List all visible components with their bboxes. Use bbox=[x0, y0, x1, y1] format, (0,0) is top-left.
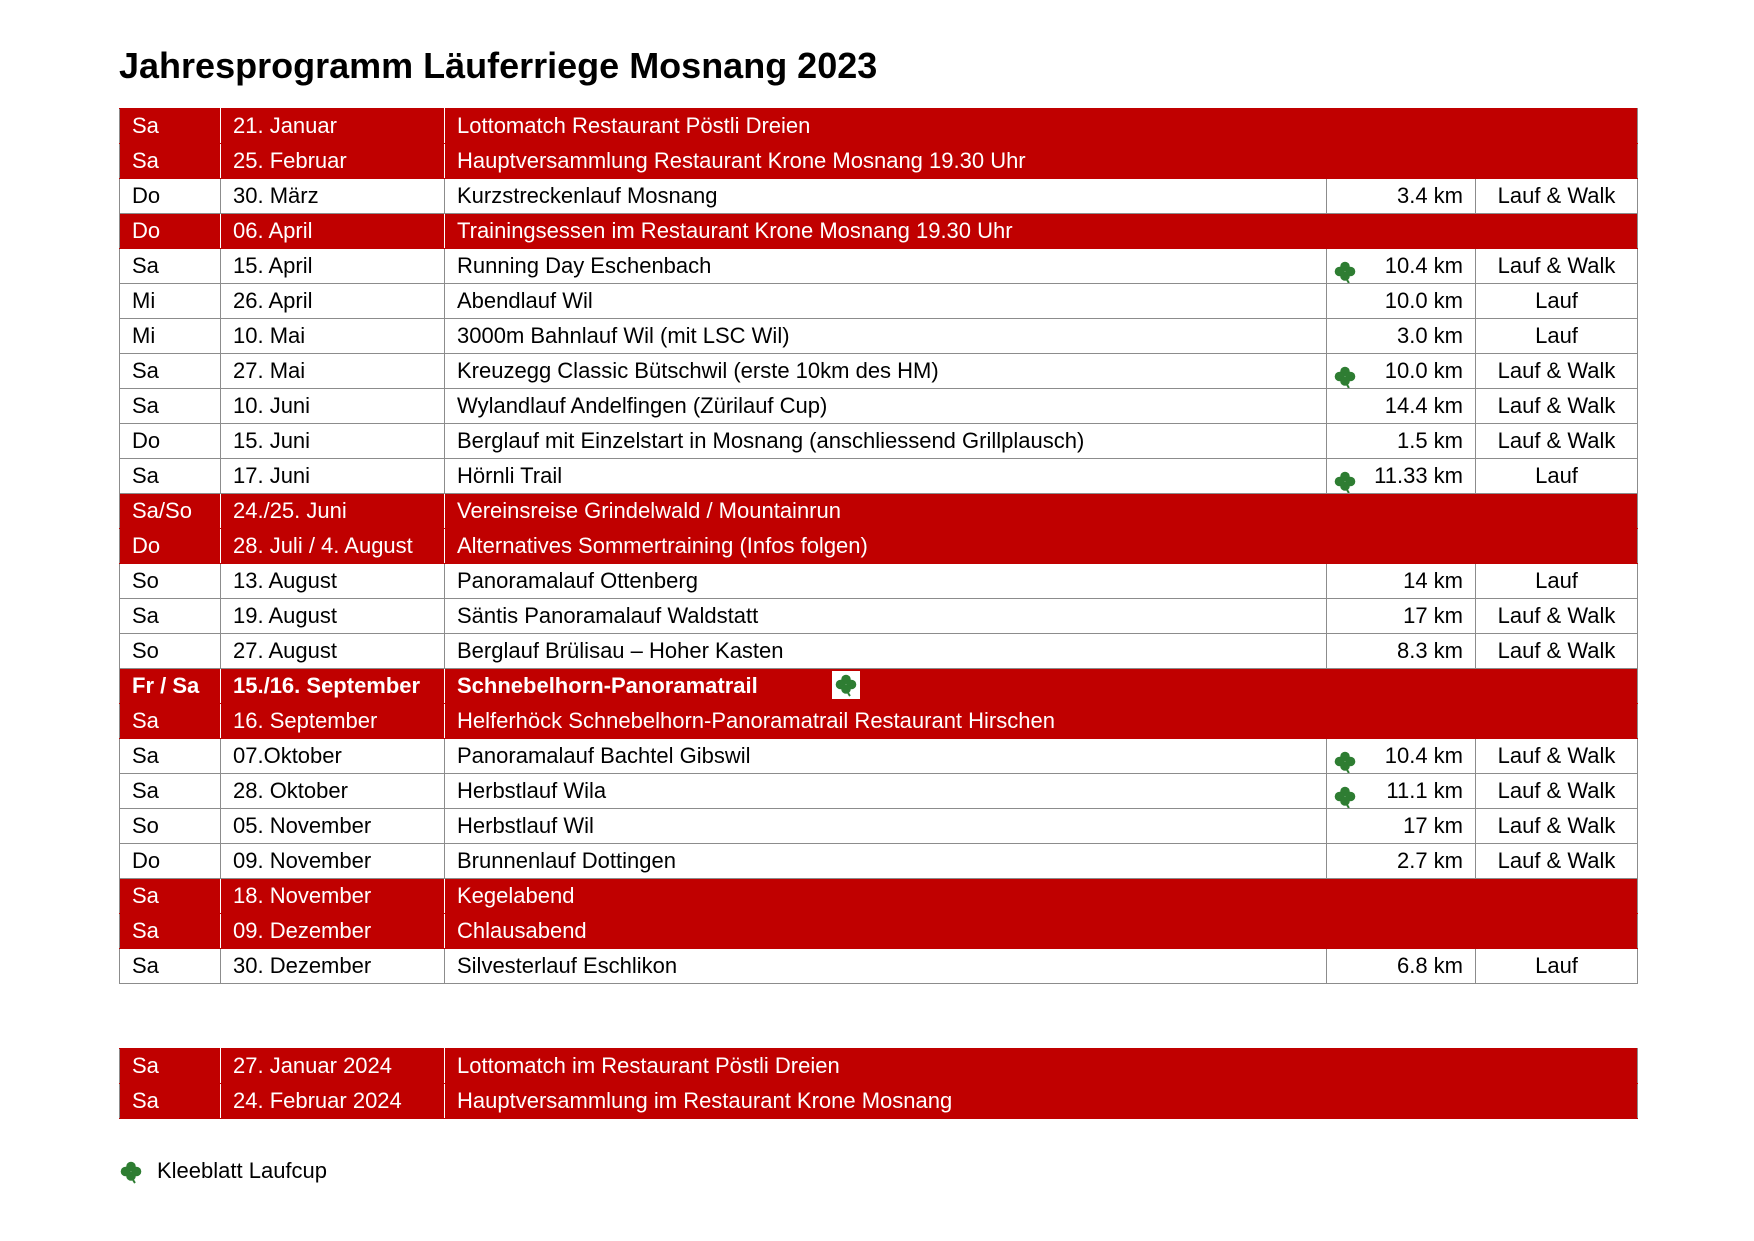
date-cell: 24. Februar 2024 bbox=[221, 1084, 445, 1119]
type-cell: Lauf & Walk bbox=[1476, 739, 1638, 774]
distance-cell bbox=[1327, 389, 1476, 424]
distance-cell bbox=[1327, 284, 1476, 319]
table-row bbox=[120, 494, 1638, 529]
schedule-table bbox=[119, 108, 1638, 984]
type-cell: Lauf & Walk bbox=[1476, 809, 1638, 844]
table-row bbox=[120, 704, 1638, 739]
distance-cell bbox=[1327, 634, 1476, 669]
clover-marker bbox=[1333, 464, 1357, 494]
distance-value: 17 km bbox=[1403, 603, 1463, 628]
day-cell: Sa bbox=[120, 389, 221, 424]
event-name-cell bbox=[445, 914, 1638, 949]
event-name-cell: Herbstlauf Wil bbox=[445, 809, 1327, 844]
distance-cell bbox=[1327, 949, 1476, 984]
distance-value: 3.0 km bbox=[1396, 323, 1463, 348]
event-name-cell: Wylandlauf Andelfingen (Zürilauf Cup) bbox=[445, 389, 1327, 424]
clover-icon bbox=[1333, 470, 1357, 493]
table-row bbox=[120, 249, 1638, 284]
event-name-cell bbox=[445, 214, 1638, 249]
day-cell: Sa bbox=[120, 1049, 221, 1084]
event-name-cell: 3000m Bahnlauf Wil (mit LSC Wil) bbox=[445, 319, 1327, 354]
table-row bbox=[120, 109, 1638, 144]
distance-value: 6.8 km bbox=[1396, 953, 1463, 978]
day-cell: Fr / Sa bbox=[120, 669, 221, 704]
day-cell: Do bbox=[120, 214, 221, 249]
day-cell: Sa bbox=[120, 354, 221, 389]
event-name-cell: Lottomatch im Restaurant Pöstli Dreien bbox=[445, 1049, 1638, 1084]
event-name-cell: Abendlauf Wil bbox=[445, 284, 1327, 319]
distance-cell bbox=[1327, 249, 1476, 284]
table-row bbox=[120, 599, 1638, 634]
table-row bbox=[120, 844, 1638, 879]
day-cell: Do bbox=[120, 529, 221, 564]
day-cell: Sa bbox=[120, 774, 221, 809]
clover-marker bbox=[1333, 359, 1357, 389]
event-name-cell bbox=[445, 109, 1638, 144]
event-name-cell: Hörnli Trail bbox=[445, 459, 1327, 494]
distance-value: 1.5 km bbox=[1396, 428, 1463, 453]
type-cell: Lauf & Walk bbox=[1476, 249, 1638, 284]
event-name: Alternatives Sommertraining (Infos folgen) bbox=[457, 533, 868, 558]
table-row bbox=[120, 179, 1638, 214]
date-cell: 30. Dezember bbox=[221, 949, 445, 984]
date-cell: 30. März bbox=[221, 179, 445, 214]
date-cell: 15. Juni bbox=[221, 424, 445, 459]
day-cell: Do bbox=[120, 844, 221, 879]
day-cell: Mi bbox=[120, 284, 221, 319]
event-name-cell: Panoramalauf Bachtel Gibswil bbox=[445, 739, 1327, 774]
table-row bbox=[120, 1049, 1638, 1084]
table-row bbox=[120, 354, 1638, 389]
day-cell: Sa bbox=[120, 739, 221, 774]
type-cell: Lauf bbox=[1476, 564, 1638, 599]
distance-value: 10.0 km bbox=[1384, 288, 1463, 313]
type-cell: Lauf bbox=[1476, 284, 1638, 319]
event-name: Kegelabend bbox=[457, 883, 575, 908]
clover-icon bbox=[1333, 750, 1357, 773]
day-cell: Do bbox=[120, 179, 221, 214]
day-cell: Sa bbox=[120, 879, 221, 914]
event-name-cell: Berglauf Brülisau – Hoher Kasten bbox=[445, 634, 1327, 669]
distance-cell bbox=[1327, 319, 1476, 354]
day-cell: Sa/So bbox=[120, 494, 221, 529]
event-name-cell: Kreuzegg Classic Bütschwil (erste 10km des HM) bbox=[445, 354, 1327, 389]
date-cell: 17. Juni bbox=[221, 459, 445, 494]
event-name-cell bbox=[445, 879, 1638, 914]
date-cell: 27. Mai bbox=[221, 354, 445, 389]
date-cell: 10. Mai bbox=[221, 319, 445, 354]
legend-label: Kleeblatt Laufcup bbox=[157, 1158, 328, 1183]
table-row bbox=[120, 529, 1638, 564]
type-cell: Lauf & Walk bbox=[1476, 354, 1638, 389]
clover-icon bbox=[834, 673, 858, 697]
distance-cell bbox=[1327, 564, 1476, 599]
day-cell: Do bbox=[120, 424, 221, 459]
date-cell: 06. April bbox=[221, 214, 445, 249]
distance-cell bbox=[1327, 354, 1476, 389]
day-cell: So bbox=[120, 809, 221, 844]
date-cell: 16. September bbox=[221, 704, 445, 739]
day-cell: Mi bbox=[120, 319, 221, 354]
table-row bbox=[120, 319, 1638, 354]
type-cell: Lauf bbox=[1476, 949, 1638, 984]
event-name: Helferhöck Schnebelhorn-Panoramatrail Restaurant Hirschen bbox=[457, 708, 1055, 733]
event-name-cell bbox=[445, 704, 1638, 739]
distance-value: 14.4 km bbox=[1384, 393, 1463, 418]
event-name: Schnebelhorn-Panoramatrail bbox=[457, 673, 758, 698]
table-row bbox=[120, 914, 1638, 949]
event-name: Hauptversammlung Restaurant Krone Mosnang 19.30 Uhr bbox=[457, 148, 1026, 173]
date-cell: 28. Oktober bbox=[221, 774, 445, 809]
date-cell: 18. November bbox=[221, 879, 445, 914]
event-name-cell: Running Day Eschenbach bbox=[445, 249, 1327, 284]
day-cell: Sa bbox=[120, 914, 221, 949]
date-cell: 28. Juli / 4. August bbox=[221, 529, 445, 564]
event-name: Lottomatch Restaurant Pöstli Dreien bbox=[457, 113, 811, 138]
event-name: Trainingsessen im Restaurant Krone Mosnang 19.30 Uhr bbox=[457, 218, 1013, 243]
event-name-cell: Kurzstreckenlauf Mosnang bbox=[445, 179, 1327, 214]
event-name-cell: Säntis Panoramalauf Waldstatt bbox=[445, 599, 1327, 634]
event-name-cell: Silvesterlauf Eschlikon bbox=[445, 949, 1327, 984]
distance-cell bbox=[1327, 179, 1476, 214]
table-row bbox=[120, 1084, 1638, 1119]
date-cell: 05. November bbox=[221, 809, 445, 844]
distance-value: 14 km bbox=[1403, 568, 1463, 593]
date-cell: 26. April bbox=[221, 284, 445, 319]
table-row bbox=[120, 634, 1638, 669]
table-row bbox=[120, 564, 1638, 599]
table-row bbox=[120, 774, 1638, 809]
day-cell: Sa bbox=[120, 1084, 221, 1119]
distance-value: 3.4 km bbox=[1396, 183, 1463, 208]
distance-cell bbox=[1327, 424, 1476, 459]
date-cell: 09. Dezember bbox=[221, 914, 445, 949]
next-year-table bbox=[119, 1048, 1638, 1119]
distance-cell bbox=[1327, 739, 1476, 774]
date-cell: 13. August bbox=[221, 564, 445, 599]
distance-cell bbox=[1327, 599, 1476, 634]
table-row bbox=[120, 424, 1638, 459]
date-cell: 27. August bbox=[221, 634, 445, 669]
distance-value: 11.1 km bbox=[1386, 778, 1463, 803]
date-cell: 07.Oktober bbox=[221, 739, 445, 774]
event-name-cell: Brunnenlauf Dottingen bbox=[445, 844, 1327, 879]
table-row bbox=[120, 669, 1638, 704]
table-row bbox=[120, 739, 1638, 774]
clover-marker bbox=[1333, 254, 1357, 284]
clover-icon bbox=[119, 1158, 157, 1184]
day-cell: Sa bbox=[120, 109, 221, 144]
type-cell: Lauf bbox=[1476, 319, 1638, 354]
clover-icon-box bbox=[832, 671, 860, 699]
table-row bbox=[120, 284, 1638, 319]
day-cell: Sa bbox=[120, 144, 221, 179]
table-row bbox=[120, 144, 1638, 179]
type-cell: Lauf & Walk bbox=[1476, 844, 1638, 879]
event-name-cell: Berglauf mit Einzelstart in Mosnang (anschliessend Grillplausch) bbox=[445, 424, 1327, 459]
clover-icon bbox=[1333, 785, 1357, 808]
event-name-cell: Panoramalauf Ottenberg bbox=[445, 564, 1327, 599]
distance-cell bbox=[1327, 459, 1476, 494]
event-name-cell: Herbstlauf Wila bbox=[445, 774, 1327, 809]
event-name-cell bbox=[445, 144, 1638, 179]
distance-value: 17 km bbox=[1403, 813, 1463, 838]
event-name-cell: Hauptversammlung im Restaurant Krone Mosnang bbox=[445, 1084, 1638, 1119]
date-cell: 19. August bbox=[221, 599, 445, 634]
distance-value: 10.4 km bbox=[1384, 743, 1463, 768]
type-cell: Lauf & Walk bbox=[1476, 599, 1638, 634]
event-name: Chlausabend bbox=[457, 918, 587, 943]
page-title: Jahresprogramm Läuferriege Mosnang 2023 bbox=[119, 45, 878, 86]
event-name-cell bbox=[445, 669, 1638, 704]
day-cell: Sa bbox=[120, 599, 221, 634]
day-cell: Sa bbox=[120, 249, 221, 284]
table-row bbox=[120, 459, 1638, 494]
distance-value: 11.33 km bbox=[1374, 463, 1463, 488]
event-name: Vereinsreise Grindelwald / Mountainrun bbox=[457, 498, 841, 523]
type-cell: Lauf & Walk bbox=[1476, 424, 1638, 459]
clover-marker bbox=[1333, 744, 1357, 774]
date-cell: 21. Januar bbox=[221, 109, 445, 144]
event-name-cell bbox=[445, 529, 1638, 564]
legend bbox=[119, 1156, 327, 1186]
day-cell: So bbox=[120, 564, 221, 599]
clover-marker bbox=[1333, 779, 1357, 809]
distance-cell bbox=[1327, 844, 1476, 879]
event-name-cell bbox=[445, 494, 1638, 529]
date-cell: 10. Juni bbox=[221, 389, 445, 424]
date-cell: 09. November bbox=[221, 844, 445, 879]
table-row bbox=[120, 949, 1638, 984]
clover-icon bbox=[1333, 260, 1357, 283]
clover-icon bbox=[119, 1160, 143, 1184]
type-cell: Lauf bbox=[1476, 459, 1638, 494]
table-row bbox=[120, 214, 1638, 249]
day-cell: Sa bbox=[120, 949, 221, 984]
date-cell: 15. April bbox=[221, 249, 445, 284]
distance-value: 10.4 km bbox=[1384, 253, 1463, 278]
distance-value: 8.3 km bbox=[1396, 638, 1463, 663]
day-cell: Sa bbox=[120, 704, 221, 739]
distance-value: 10.0 km bbox=[1384, 358, 1463, 383]
table-row bbox=[120, 879, 1638, 914]
type-cell: Lauf & Walk bbox=[1476, 389, 1638, 424]
distance-cell bbox=[1327, 809, 1476, 844]
table-row bbox=[120, 389, 1638, 424]
date-cell: 15./16. September bbox=[221, 669, 445, 704]
day-cell: Sa bbox=[120, 459, 221, 494]
table-row bbox=[120, 809, 1638, 844]
date-cell: 24./25. Juni bbox=[221, 494, 445, 529]
date-cell: 25. Februar bbox=[221, 144, 445, 179]
type-cell: Lauf & Walk bbox=[1476, 774, 1638, 809]
clover-icon bbox=[1333, 365, 1357, 388]
distance-cell bbox=[1327, 774, 1476, 809]
type-cell: Lauf & Walk bbox=[1476, 179, 1638, 214]
type-cell: Lauf & Walk bbox=[1476, 634, 1638, 669]
day-cell: So bbox=[120, 634, 221, 669]
date-cell: 27. Januar 2024 bbox=[221, 1049, 445, 1084]
distance-value: 2.7 km bbox=[1396, 848, 1463, 873]
